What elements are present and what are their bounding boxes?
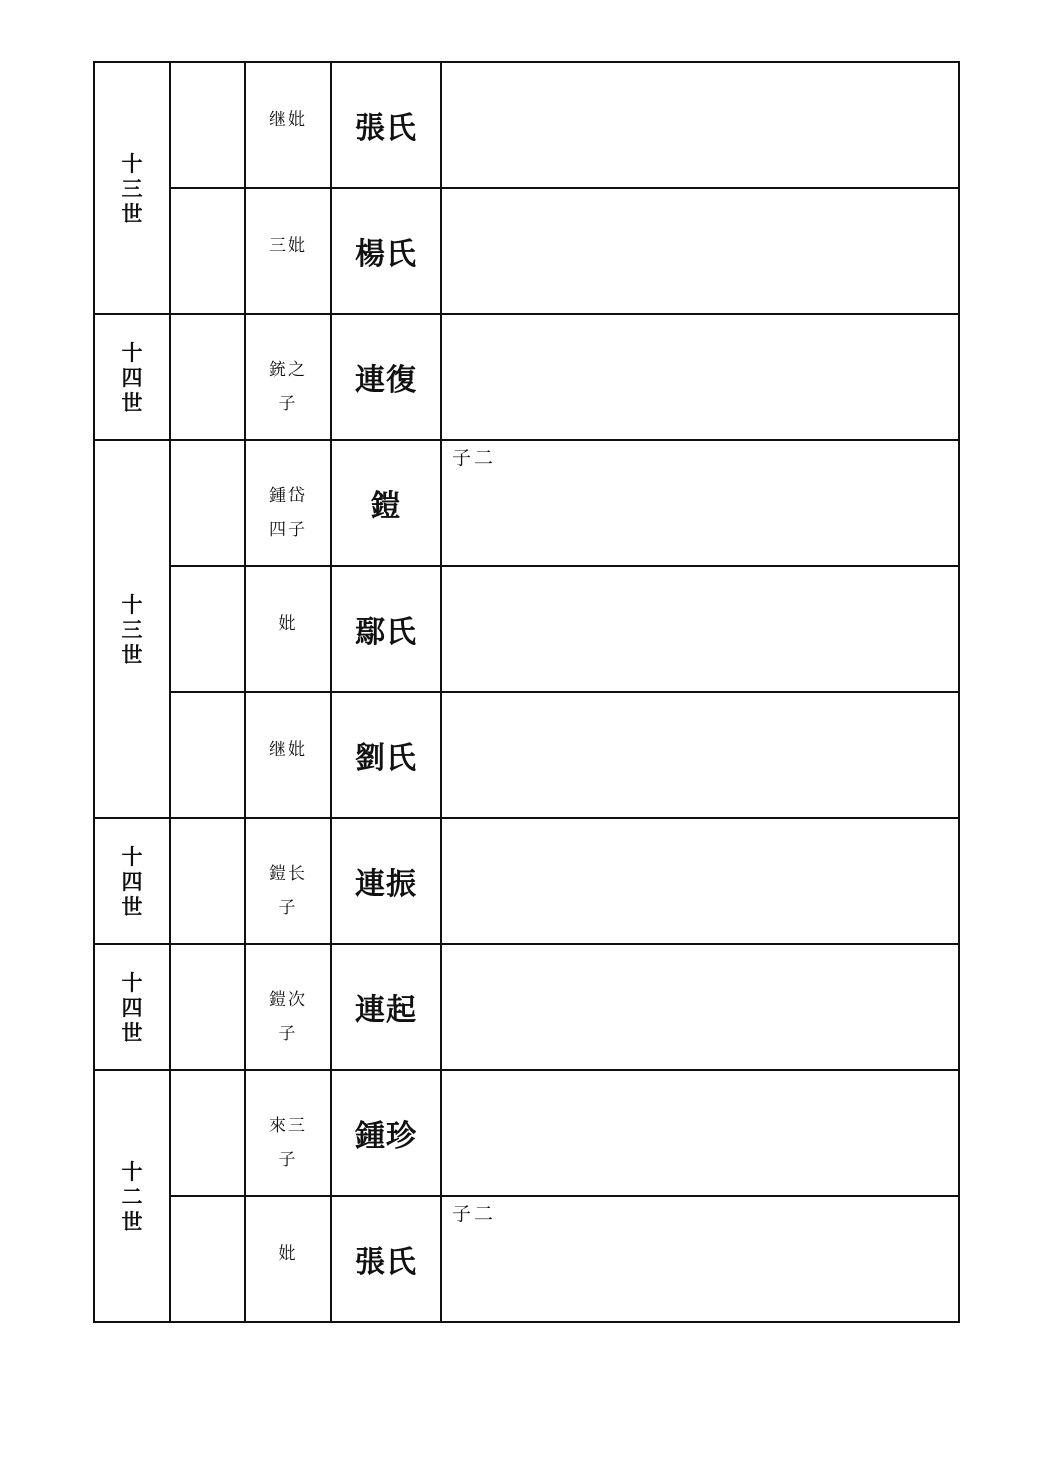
note-cell [441,818,959,944]
note-cell [441,188,959,314]
relation-label: 來三子 [269,1116,307,1170]
relation-label: 三妣 [269,236,307,256]
table-row [94,1070,959,1196]
table-row [94,314,959,440]
generation-label: 十三世 [121,591,143,667]
generation-label: 十三世 [121,150,143,226]
relation-label: 鍾岱四子 [269,486,307,540]
person-name: 連起 [355,993,417,1028]
person-name: 連復 [355,363,417,398]
table-row [94,566,959,692]
relation-label: 妣 [278,1244,298,1264]
name-cell [331,1070,441,1196]
note-text [442,567,958,569]
generation-cell [94,440,170,818]
blank-cell [170,62,245,188]
note-cell [441,314,959,440]
generation-cell [94,314,170,440]
person-name: 鍾珍 [355,1119,417,1154]
relation-cell [245,1070,331,1196]
generation-cell [94,818,170,944]
table-row [94,692,959,818]
relation-cell [245,188,331,314]
relation-label: 继妣 [269,740,307,760]
note-text [442,63,958,65]
person-name: 張氏 [355,1245,417,1280]
blank-cell [170,188,245,314]
relation-cell [245,692,331,818]
note-text [442,189,958,191]
note-text [442,315,958,317]
name-cell [331,62,441,188]
person-name: 連振 [355,867,417,902]
generation-cell [94,944,170,1070]
table-row [94,440,959,566]
blank-cell [170,818,245,944]
blank-cell [170,944,245,1070]
person-name: 楊氏 [355,237,417,272]
name-cell [331,188,441,314]
relation-label: 鎧长子 [269,864,307,918]
relation-cell [245,944,331,1070]
blank-cell [170,566,245,692]
note-cell [441,566,959,692]
name-cell [331,314,441,440]
relation-cell [245,440,331,566]
person-name: 張氏 [355,111,417,146]
relation-cell [245,1196,331,1322]
person-name: 鎧 [370,489,402,524]
note-cell [441,944,959,1070]
generation-label: 十四世 [121,843,143,919]
note-text: 子二 [452,1203,497,1225]
name-cell [331,566,441,692]
table-row [94,818,959,944]
table-row [94,944,959,1070]
genealogy-table [93,61,960,1323]
relation-cell [245,566,331,692]
blank-cell [170,1070,245,1196]
generation-label: 十四世 [121,339,143,415]
person-name: 鄢氏 [355,615,417,650]
note-text [442,819,958,821]
generation-label: 十四世 [121,969,143,1045]
table-row [94,1196,959,1322]
name-cell [331,944,441,1070]
person-name: 劉氏 [355,741,417,776]
generation-cell [94,62,170,314]
name-cell [331,692,441,818]
note-text [442,693,958,695]
generation-label: 十二世 [121,1158,143,1234]
note-cell [441,62,959,188]
blank-cell [170,314,245,440]
note-text [442,945,958,947]
table-row [94,188,959,314]
relation-label: 鎧次子 [269,990,307,1044]
relation-cell [245,62,331,188]
note-cell [441,692,959,818]
name-cell [331,440,441,566]
note-cell [441,440,959,566]
name-cell [331,1196,441,1322]
note-cell [441,1196,959,1322]
relation-label: 妣 [278,614,298,634]
relation-label: 继妣 [269,110,307,130]
generation-cell [94,1070,170,1322]
note-text [442,1071,958,1073]
blank-cell [170,692,245,818]
note-cell [441,1070,959,1196]
blank-cell [170,1196,245,1322]
relation-cell [245,818,331,944]
blank-cell [170,440,245,566]
relation-label: 銃之子 [269,360,307,414]
name-cell [331,818,441,944]
table-row [94,62,959,188]
note-text: 子二 [452,447,497,469]
relation-cell [245,314,331,440]
